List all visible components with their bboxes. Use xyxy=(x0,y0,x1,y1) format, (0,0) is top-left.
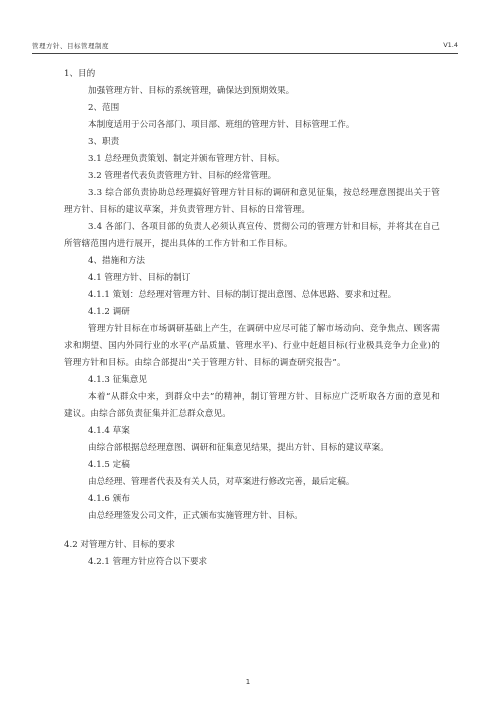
header-version: V1.4 xyxy=(443,41,458,49)
responsibility-3-4: 3.4 各部门、各项目部的负责人必须认真宣传、贯彻公司的管理方针和目标，并将其在自己所管辖范围内进行展开，提出具体的工作方针和工作目标。 xyxy=(64,222,440,249)
finalize-text: 由总经理、管理者代表及有关人员，对草案进行修改完善，最后定稿。 xyxy=(88,477,355,487)
purpose-text: 加强管理方针、目标的系统管理，确保达到预期效果。 xyxy=(88,86,295,96)
responsibility-3-2: 3.2 管理者代表负责管理方针、目标的经常管理。 xyxy=(88,171,277,181)
subsection-4-1: 4.1 管理方针、目标的制订 xyxy=(88,273,191,283)
research-text: 管理方针目标在市场调研基础上产生，在调研中应尽可能了解市场动向、竞争焦点、顾客需求和期望、国内外同行业的水平(产品质量、管理水平)、行业中赶超目标(行业极具竞争力企业)的管理方针和目标。由综合部提出“关于管理方针、目标的调查研究报告”。 xyxy=(64,324,440,368)
subsection-4-1-6: 4.1.6 颁布 xyxy=(88,494,130,504)
draft-text: 由综合部根据总经理意图、调研和征集意见结果，提出方针、目标的建议草案。 xyxy=(88,443,389,453)
page-header xyxy=(32,41,458,54)
section-heading-responsibilities: 3、职责 xyxy=(88,137,120,147)
scope-text: 本制度适用于公司各部门、项目部、班组的管理方针、目标管理工作。 xyxy=(88,120,355,130)
page-number: 1 xyxy=(245,678,251,686)
subsection-4-1-1: 4.1.1 策划：总经理对管理方针、目标的制订提出意图、总体思路、要求和过程。 xyxy=(88,290,397,300)
subsection-4-1-3: 4.1.3 征集意见 xyxy=(88,375,147,385)
opinion-text: 本着“从群众中来，到群众中去”的精神，制订管理方针、目标应广泛听取各方面的意见和建议。由综合部负责征集并汇总群众意见。 xyxy=(64,392,440,419)
section-heading-purpose: 1、目的 xyxy=(64,69,96,79)
section-heading-scope: 2、范围 xyxy=(88,103,120,113)
section-heading-measures: 4、措施和方法 xyxy=(88,256,146,266)
responsibility-3-1: 3.1 总经理负责策划、制定并颁布管理方针、目标。 xyxy=(88,154,285,164)
responsibility-3-3: 3.3 综合部负责协助总经理搞好管理方针目标的调研和意见征集，按总经理意图提出关于管理方针、目标的建议草案，并负责管理方针、目标的日常管理。 xyxy=(64,188,440,215)
header-title: 管理方针、目标管理制度 xyxy=(32,42,109,50)
document-body xyxy=(64,66,440,571)
paragraph-gap xyxy=(64,525,440,537)
subsection-4-1-5: 4.1.5 定稿 xyxy=(88,460,130,470)
subsection-4-1-4: 4.1.4 草案 xyxy=(88,426,130,436)
subsection-4-1-2: 4.1.2 调研 xyxy=(88,307,130,317)
publish-text: 由总经理签发公司文件，正式颁布实施管理方针、目标。 xyxy=(88,511,303,521)
subsection-4-2-1: 4.2.1 管理方针应符合以下要求 xyxy=(88,557,208,567)
subsection-4-2: 4.2 对管理方针、目标的要求 xyxy=(64,540,175,550)
